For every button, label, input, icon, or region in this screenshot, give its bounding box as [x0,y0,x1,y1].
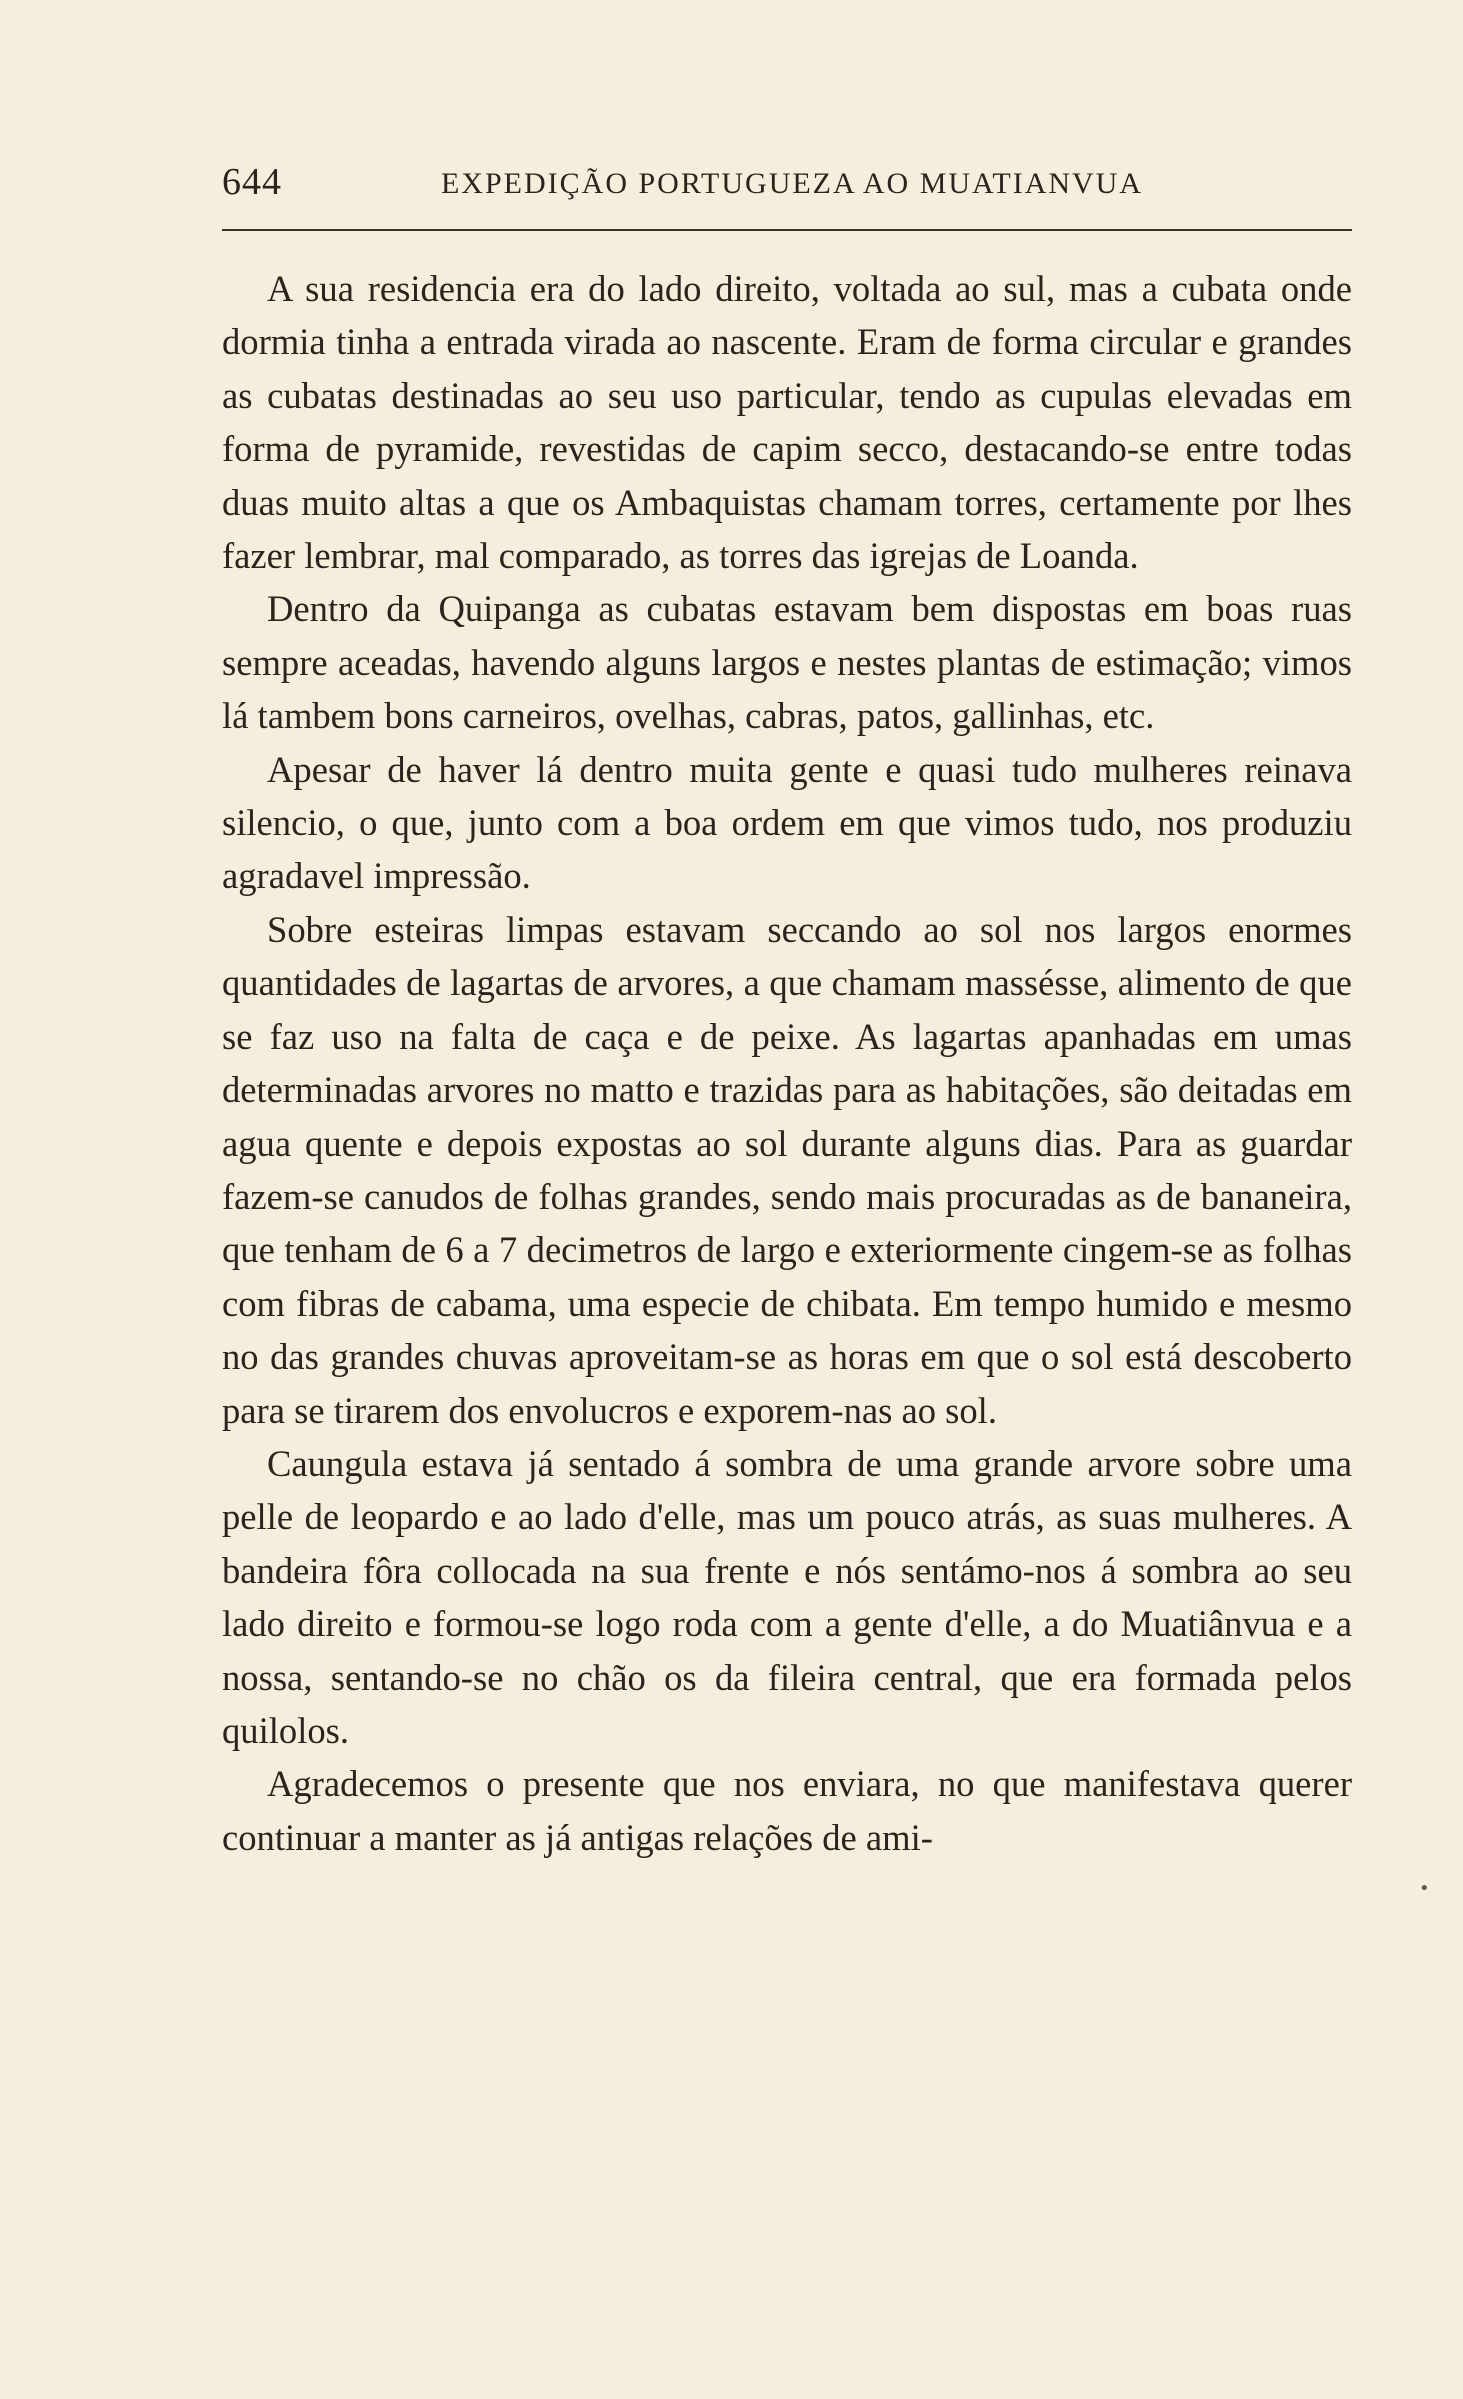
header-rule [222,229,1352,231]
ink-speck: • [1419,1878,1430,1899]
paragraph: Apesar de haver lá dentro muita gente e quasi tudo mulheres reinava silencio, o que, junto com a boa ordem em que vimos tudo, nos produziu agradavel impressão. [222,748,1352,897]
paragraph: Sobre esteiras limpas estavam seccando ao sol nos largos enormes quantidades de lagartas de arvores, a que chamam massésse, alimento de que se faz uso na falta de caça e de peixe. As lagartas apanhadas em umas determinadas arvores no matto e trazidas para as habitações, são deitadas em agua quente e depois expostas ao sol durante alguns dias. Para as guardar fazem-se canudos de folhas grandes, sendo mais procuradas as de bananeira, que tenham de 6 a 7 decimetros de largo e exteriormente cingem-se as folhas com fibras de cabama, uma especie de chibata. Em tempo humido e mesmo no das grandes chuvas aproveitam-se as horas em que o sol está descoberto para se tirarem dos envolucros e exporem-nas ao sol. [222,908,1352,1431]
paragraph: Dentro da Quipanga as cubatas estavam bem dispostas em boas ruas sempre aceadas, havendo alguns largos e nestes plantas de estimação; vimos lá tambem bons carneiros, ovelhas, cabras, patos, gallinhas, etc. [222,588,1352,737]
paragraph: Caungula estava já sentado á sombra de uma grande arvore sobre uma pelle de leopardo e ao lado d'elle, mas um pouco atrás, as suas mulheres. A bandeira fôra collocada na sua frente e nós sentámo-nos á sombra ao seu lado direito e formou-se logo roda com a gente d'elle, a do Muatiânvua e a nossa, sentando-se no chão os da fileira central, que era formada pelos quilolos. [222,1442,1352,1751]
page-header [222,160,1352,204]
body-text [222,262,1352,1864]
paragraph: Agradecemos o presente que nos enviara, no que manifestava querer continuar a manter as já antigas relações de ami- [222,1763,1352,1858]
paragraph: A sua residencia era do lado direito, voltada ao sul, mas a cubata onde dormia tinha a entrada virada ao nascente. Eram de forma circular e grandes as cubatas destinadas ao seu uso particular, tendo as cupulas elevadas em forma de pyramide, revestidas de capim secco, destacando-se entre todas duas muito altas a que os Ambaquistas chamam torres, certamente por lhes fazer lembrar, mal comparado, as torres das igrejas de Loanda. [222,268,1352,577]
page-number: 644 [222,161,282,203]
running-title: EXPEDIÇÃO PORTUGUEZA AO MUATIANVUA [440,167,1144,200]
